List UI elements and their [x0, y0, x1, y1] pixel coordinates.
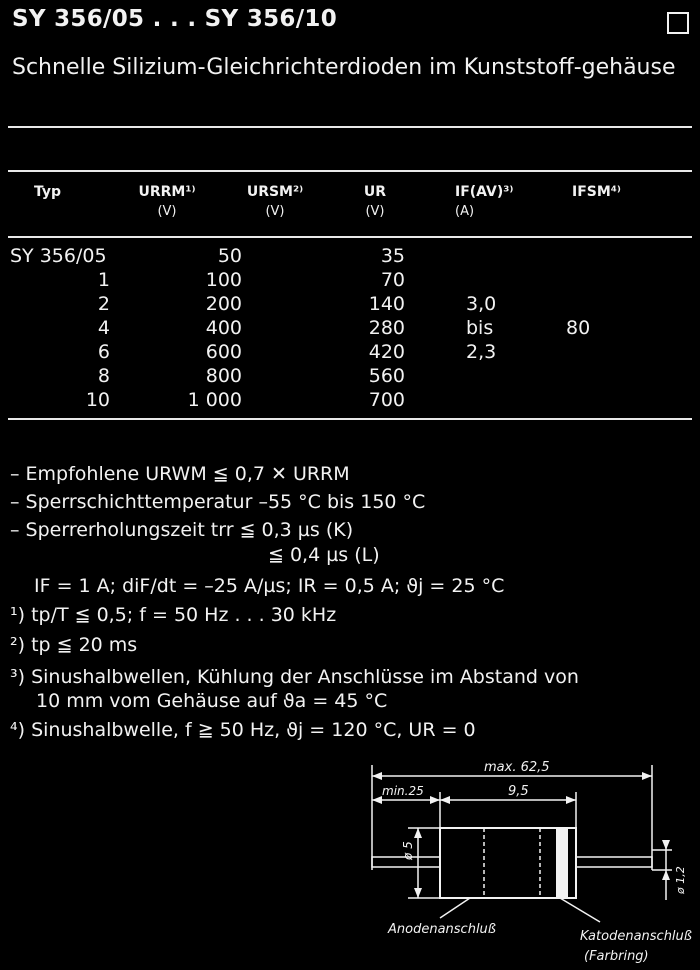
- table-cell-urrm: 800: [205, 365, 242, 387]
- column-header-ur: UR (V): [363, 184, 387, 219]
- table-cell-ifav: 2,3: [466, 341, 497, 363]
- cathode-lead: [576, 857, 652, 867]
- column-header-urrm: URRM¹⁾ (V): [138, 184, 196, 219]
- table-cell-typ: 2: [97, 293, 110, 315]
- column-header-ursm: URSM²⁾ (V): [246, 184, 304, 219]
- page-title: SY 356/05 . . . SY 356/10: [12, 6, 338, 32]
- column-header-typ: Typ: [34, 184, 62, 200]
- anode-label: Anodenanschluß: [388, 922, 496, 937]
- max-length-label: max. 62,5: [484, 760, 550, 775]
- table-cell-urrm: 600: [205, 341, 242, 363]
- footnote-2: ²) tp ≦ 20 ms: [10, 634, 138, 656]
- table-cell-urrm: 50: [217, 245, 242, 267]
- table-cell-typ: SY 356/05: [10, 245, 107, 267]
- color-ring-label: (Farbring): [584, 949, 649, 964]
- table-cell-ifav: 3,0: [466, 293, 497, 315]
- table-cell-typ: 8: [97, 365, 110, 387]
- table-cell-ur: 280: [368, 317, 405, 339]
- lead-diameter-label: ø 1,2: [674, 866, 687, 894]
- column-header-ifav: IF(AV)³⁾ (A): [455, 184, 514, 219]
- table-cell-urrm: 200: [205, 293, 242, 315]
- table-cell-ifav: bis: [466, 317, 494, 339]
- note-recovery-time-l: ≦ 0,4 µs (L): [268, 544, 380, 566]
- table-cell-typ: 4: [97, 317, 110, 339]
- table-cell-ur: 140: [368, 293, 405, 315]
- table-cell-urrm: 1 000: [187, 389, 242, 411]
- cathode-leader-line: [560, 898, 600, 922]
- note-recovery-time: – Sperrerholungszeit trr ≦ 0,3 µs (K): [10, 519, 354, 541]
- footnote-3-continued: 10 mm vom Gehäuse auf ϑa = 45 °C: [36, 690, 388, 712]
- table-cell-urrm: 400: [205, 317, 242, 339]
- page-subtitle: Schnelle Silizium-Gleichrichterdioden im Kunststoff-gehäuse: [12, 55, 676, 80]
- table-cell-ifsm: 80: [566, 317, 591, 339]
- table-cell-ur: 700: [368, 389, 405, 411]
- diode-body: [440, 828, 576, 898]
- table-cell-typ: 6: [97, 341, 110, 363]
- column-header-ifsm: IFSM⁴⁾: [572, 184, 621, 200]
- table-cell-urrm: 100: [205, 269, 242, 291]
- table-cell-ur: 420: [368, 341, 405, 363]
- cathode-label: Katodenanschluß: [580, 929, 692, 944]
- note-junction-temperature: – Sperrschichttemperatur –55 °C bis 150 °C: [10, 491, 426, 513]
- table-cell-typ: 1: [97, 269, 110, 291]
- note-test-conditions: IF = 1 A; diF/dt = –25 A/µs; IR = 0,5 A; ϑj = 25 °C: [34, 575, 505, 597]
- table-cell-ur: 35: [380, 245, 405, 267]
- anode-leader-line: [440, 898, 470, 918]
- body-diameter-label: ø 5: [401, 841, 415, 860]
- body-length-label: 9,5: [508, 784, 529, 799]
- min-length-label: min.25: [382, 784, 424, 798]
- footnote-4: ⁴) Sinushalbwelle, f ≧ 50 Hz, ϑj = 120 °C, UR = 0: [10, 719, 476, 741]
- table-cell-ur: 560: [368, 365, 405, 387]
- cathode-color-ring: [556, 828, 568, 898]
- table-cell-typ: 10: [85, 389, 110, 411]
- footnote-3: ³) Sinushalbwellen, Kühlung der Anschlüsse im Abstand von: [10, 666, 579, 688]
- footnote-1: ¹) tp/T ≦ 0,5; f = 50 Hz . . . 30 kHz: [10, 604, 337, 626]
- note-recommended-voltage: – Empfohlene URWM ≦ 0,7 ✕ URRM: [10, 463, 350, 485]
- table-cell-ur: 70: [380, 269, 405, 291]
